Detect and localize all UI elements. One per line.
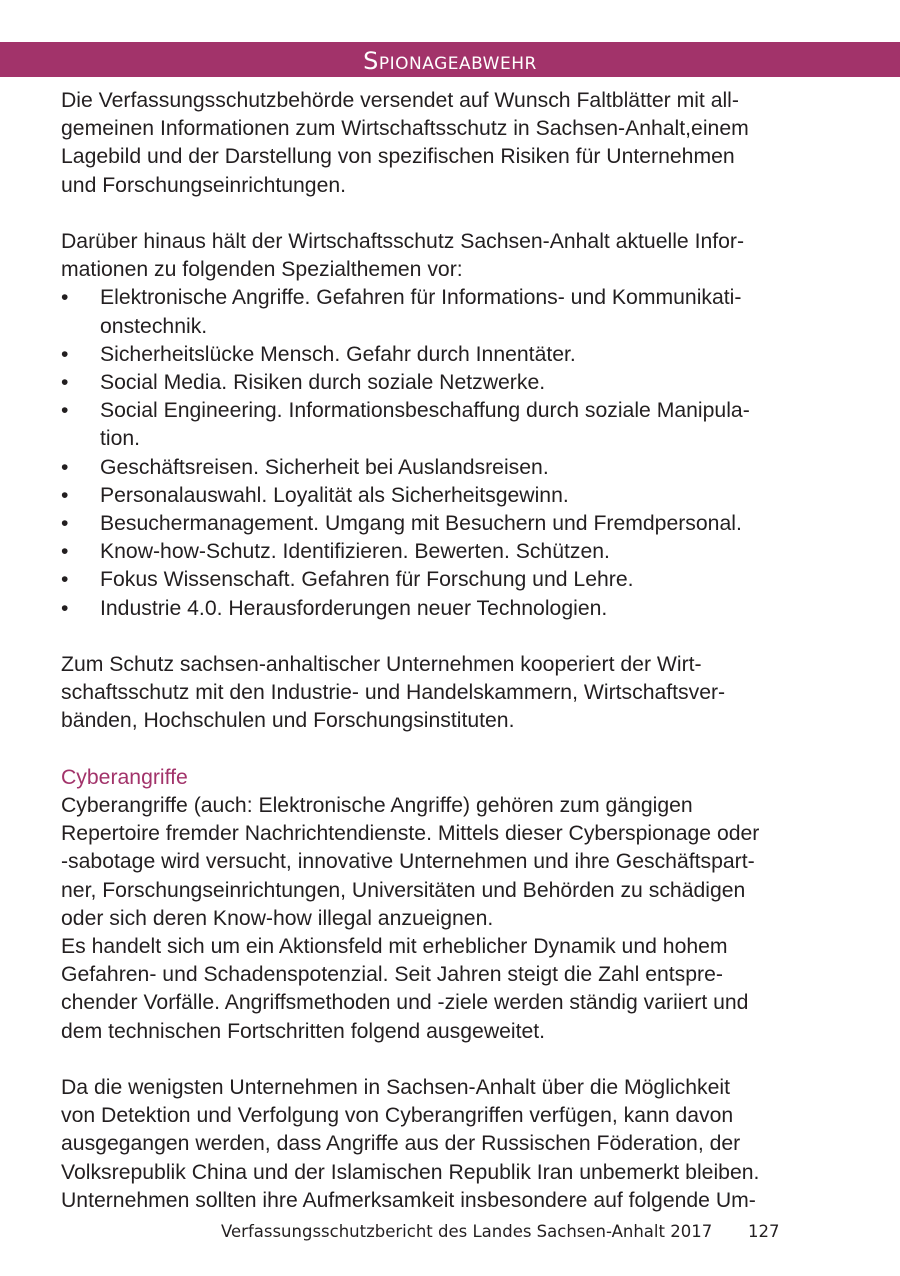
page-body xyxy=(61,87,851,1215)
cyber-paragraph-3 xyxy=(61,1074,851,1215)
text-line: dem technischen Fortschritten folgend ausgeweitet. xyxy=(61,1019,546,1043)
bullet-marker: • xyxy=(61,371,69,395)
paragraph-spacer xyxy=(61,623,851,651)
list-item xyxy=(61,369,851,397)
list-item xyxy=(61,510,851,538)
list-item-text: tion. xyxy=(100,427,141,451)
list-item-text: Besuchermanagement. Umgang mit Besuchern und Fremdpersonal. xyxy=(100,512,742,536)
cyber-paragraph-2 xyxy=(61,933,851,1046)
bullet-marker: • xyxy=(61,512,69,536)
section-header-band xyxy=(0,42,900,77)
page-number: 127 xyxy=(748,1222,780,1241)
bullet-marker: • xyxy=(61,455,69,479)
text-line: Cyberangriffe (auch: Elektronische Angriffe) gehören zum gängigen xyxy=(61,794,693,818)
text-line: Darüber hinaus hält der Wirtschaftsschutz Sachsen-Anhalt aktuelle Infor- xyxy=(61,230,745,253)
list-item-text: onstechnik. xyxy=(100,314,208,338)
list-item xyxy=(61,566,851,594)
list-item-text: Know-how-Schutz. Identifizieren. Bewerten. Schützen. xyxy=(100,540,610,564)
list-item-text: Geschäftsreisen. Sicherheit bei Auslandsreisen. xyxy=(100,455,549,479)
list-item-text: Social Engineering. Informationsbeschaffung durch soziale Manipula- xyxy=(100,399,750,423)
text-line: chender Vorfälle. Angriffsmethoden und -ziele werden ständig variiert und xyxy=(61,991,749,1015)
text-line: von Detektion und Verfolgung von Cyberangriffen verfügen, kann davon xyxy=(61,1104,734,1128)
list-item xyxy=(61,482,851,510)
paragraph-spacer xyxy=(61,200,851,228)
paragraph-spacer xyxy=(61,1046,851,1074)
bullet-marker: • xyxy=(61,286,69,310)
list-item xyxy=(61,341,851,369)
text-line: bänden, Hochschulen und Forschungsinstituten. xyxy=(61,709,515,733)
text-line: Volksrepublik China und der Islamischen Republik Iran unbemerkt bleiben. xyxy=(61,1160,760,1184)
list-item-text: Social Media. Risiken durch soziale Netzwerke. xyxy=(100,371,546,395)
bullet-marker: • xyxy=(61,568,69,592)
text-line: Da die wenigsten Unternehmen in Sachsen-Anhalt über die Möglichkeit xyxy=(61,1076,730,1100)
bullet-marker: • xyxy=(61,399,69,423)
list-item xyxy=(61,284,851,340)
text-line: schaftsschutz mit den Industrie- und Handelskammern, Wirtschaftsver- xyxy=(61,681,726,705)
text-line: Die Verfassungsschutzbehörde versendet auf Wunsch Faltblätter mit all- xyxy=(61,89,739,112)
paragraph-spacer xyxy=(61,736,851,764)
footer-publication-title: Verfassungsschutzbericht des Landes Sachsen-Anhalt 2017 xyxy=(221,1222,713,1241)
text-line: mationen zu folgenden Spezialthemen vor: xyxy=(61,258,463,282)
list-item-text: Sicherheitslücke Mensch. Gefahr durch Innentäter. xyxy=(100,342,576,366)
text-line: ausgegangen werden, dass Angriffe aus der Russischen Föderation, der xyxy=(61,1132,741,1156)
intro-paragraph xyxy=(61,87,851,200)
list-item xyxy=(61,397,851,453)
section-title: Spionageabwehr xyxy=(363,47,537,75)
text-line: Unternehmen sollten ihre Aufmerksamkeit insbesondere auf folgende Um- xyxy=(61,1188,756,1212)
list-item xyxy=(61,595,851,623)
text-line: ner, Forschungseinrichtungen, Universitäten und Behörden zu schädigen xyxy=(61,878,746,902)
text-line: -sabotage wird versucht, innovative Unternehmen und ihre Geschäftspart- xyxy=(61,850,755,874)
cyberattacks-heading: Cyberangriffe xyxy=(61,765,188,789)
list-item xyxy=(61,538,851,566)
bullet-marker: • xyxy=(61,483,69,507)
bullet-marker: • xyxy=(61,540,69,564)
list-item xyxy=(61,454,851,482)
special-topics-list xyxy=(61,284,851,622)
bullet-marker: • xyxy=(61,596,69,620)
bullet-marker: • xyxy=(61,342,69,366)
list-item-text: Elektronische Angriffe. Gefahren für Informations- und Kommunikati- xyxy=(100,286,742,310)
cyber-paragraph-1 xyxy=(61,792,851,933)
special-topics-intro xyxy=(61,228,851,284)
page-footer xyxy=(0,1218,900,1246)
text-line: und Forschungseinrichtungen. xyxy=(61,173,347,197)
cooperation-paragraph xyxy=(61,651,851,736)
text-line: Repertoire fremder Nachrichtendienste. Mittels dieser Cyberspionage oder xyxy=(61,822,760,846)
list-item-text: Fokus Wissenschaft. Gefahren für Forschung und Lehre. xyxy=(100,568,634,592)
text-line: Zum Schutz sachsen-anhaltischer Unternehmen kooperiert der Wirt- xyxy=(61,653,702,677)
list-item-text: Industrie 4.0. Herausforderungen neuer Technologien. xyxy=(100,596,608,620)
text-line: gemeinen Informationen zum Wirtschaftsschutz in Sachsen-Anhalt,einem xyxy=(61,117,749,141)
text-line: Lagebild und der Darstellung von spezifischen Risiken für Unternehmen xyxy=(61,145,735,169)
list-item-text: Personalauswahl. Loyalität als Sicherheitsgewinn. xyxy=(100,483,569,507)
text-line: Gefahren- und Schadenspotenzial. Seit Jahren steigt die Zahl entspre- xyxy=(61,963,723,987)
text-line: Es handelt sich um ein Aktionsfeld mit erheblicher Dynamik und hohem xyxy=(61,935,728,959)
text-line: oder sich deren Know-how illegal anzueignen. xyxy=(61,906,494,930)
